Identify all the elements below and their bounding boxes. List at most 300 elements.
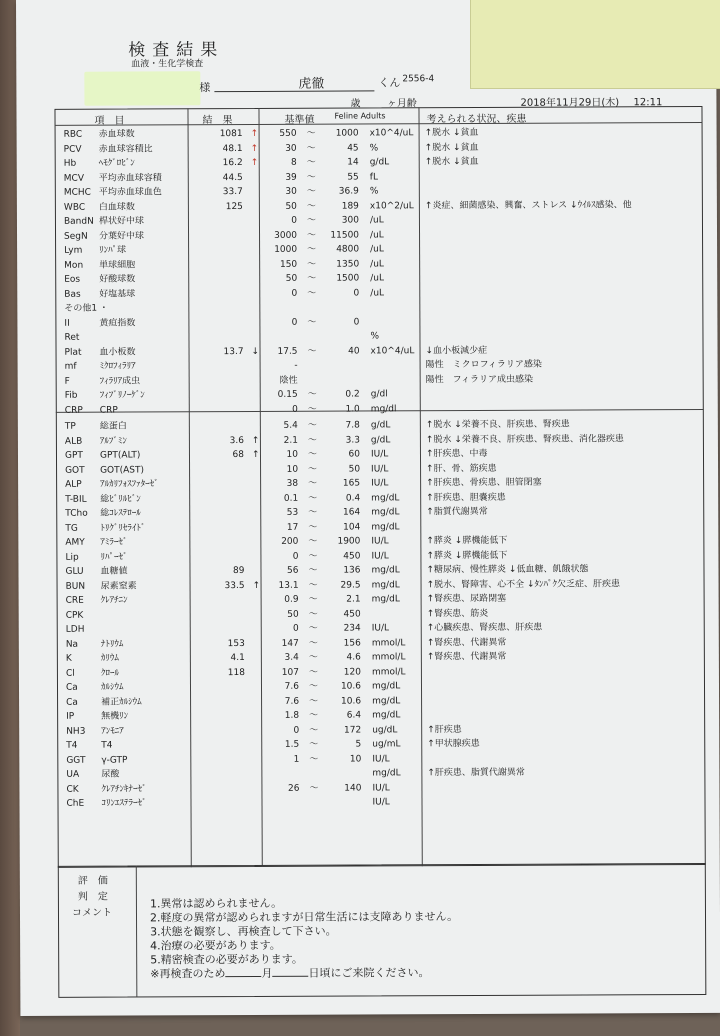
row-value: 125 (225, 201, 243, 212)
row-code: BandN (63, 216, 94, 227)
row-name: ｸﾚｱﾁﾆﾝ (100, 595, 128, 606)
row-note: 陽性 ミクロフィラリア感染 (425, 359, 542, 371)
row-code: AMY (65, 537, 85, 548)
row-high: 0.4 (345, 493, 361, 504)
row-low: 30 (285, 143, 297, 154)
row-low: 56 (287, 565, 299, 576)
row-code: UA (66, 769, 80, 780)
eval-option-5: 5.精密検査の必要があります。 (150, 952, 303, 967)
row-code: GOT (65, 465, 85, 476)
row-low: 50 (285, 201, 297, 212)
row-code: Ca (65, 682, 78, 693)
range-tilde: ～ (308, 580, 318, 591)
row-code: Lym (64, 245, 83, 256)
recheck-line (150, 966, 429, 980)
pet-suffix: くん (378, 76, 401, 90)
row-name: 単球細胞 (99, 259, 136, 271)
row-low: 17.5 (277, 346, 298, 357)
range-tilde: ～ (308, 507, 318, 518)
range-tilde: ～ (307, 404, 317, 415)
row-note: ↑脱水 ↓貧血 (424, 142, 479, 153)
row-value: 68 (232, 450, 245, 461)
row-high: 165 (342, 478, 361, 489)
row-high: 120 (343, 667, 361, 678)
row-high: 164 (343, 507, 361, 518)
row-high: 0 (353, 288, 360, 299)
row-name: 好塩基球 (99, 288, 136, 300)
row-name: ﾍﾓｸﾞﾛﾋﾞﾝ (98, 158, 135, 169)
row-name: 尿素窒素 (100, 580, 137, 592)
range-tilde: ～ (306, 157, 316, 168)
row-name: 尿酸 (101, 769, 120, 780)
row-name: ﾄﾘｸﾞﾘｾﾗｲﾄﾞ (100, 522, 146, 534)
row-note: ↑腎疾患、代謝異常 (426, 637, 507, 648)
range-tilde: ～ (307, 288, 317, 299)
range-tilde: ～ (308, 565, 318, 576)
row-name: ｱﾙｶﾘﾌｫｽﾌｧﾀｰｾﾞ (100, 479, 159, 490)
row-unit: mg/dl (370, 403, 397, 414)
row-name: ｸﾛｰﾙ (100, 668, 119, 679)
row-unit: mg/dL (371, 579, 400, 590)
row-low: 107 (281, 667, 299, 678)
row-high: 172 (343, 725, 362, 736)
row-code: Eos (64, 274, 81, 285)
recheck-suffix: にご来院ください。 (330, 966, 430, 980)
range-tilde: ～ (306, 172, 316, 183)
row-note: ↑炎症、細菌感染、興奮、ストレス ↓ｳｲﾙｽ感染、他 (424, 199, 632, 211)
range-tilde: ～ (306, 143, 316, 154)
range-tilde: ～ (308, 652, 318, 663)
row-code: ChE (66, 798, 85, 809)
row-low: - (294, 360, 298, 371)
row-low: 200 (281, 536, 299, 547)
row-unit: mg/dL (371, 565, 400, 576)
row-low: 50 (287, 609, 299, 620)
row-code: ALP (65, 479, 82, 490)
row-low: 17 (286, 522, 299, 533)
row-flag: ↑ (250, 128, 259, 139)
row-unit: IU/L (371, 623, 390, 634)
owner-honorific: 様 (199, 81, 211, 95)
row-code: TCho (65, 508, 88, 519)
row-high: 60 (348, 449, 361, 460)
row-low: 550 (279, 128, 297, 139)
range-tilde: ～ (308, 638, 318, 649)
range-tilde: ～ (307, 435, 317, 446)
row-value: 118 (227, 667, 245, 678)
row-high: 36.9 (338, 186, 359, 197)
row-name: ﾌｨﾌﾞﾘﾉｰｹﾞﾝ (99, 390, 145, 401)
row-note: ↑腎疾患、筋炎 (426, 608, 489, 619)
row-low: 8 (290, 157, 297, 168)
row-name: GPT(ALT) (99, 450, 141, 461)
row-note: ↑心臓疾患、腎疾患、肝疾患 (426, 622, 543, 634)
row-name: 黄疸指数 (99, 317, 136, 329)
row-note: ↑肝疾患、骨疾患、胆管閉塞 (426, 477, 542, 489)
range-tilde: ～ (308, 681, 319, 692)
row-code: CRE (65, 595, 84, 606)
row-code: Mon (64, 260, 84, 271)
row-high: 10 (349, 754, 362, 765)
sticky-note (470, 0, 720, 89)
row-high: 6.4 (346, 710, 362, 721)
row-low: 13.1 (278, 580, 299, 591)
row-note: ↑脱水、腎障害、心不全 ↓ﾀﾝﾊﾟｸ欠乏症、肝疾患 (426, 578, 621, 590)
row-high: 450 (343, 609, 361, 620)
row-high: 2.1 (346, 594, 361, 605)
row-code: Na (65, 639, 79, 650)
row-low: 0 (291, 317, 298, 328)
row-low: 1 (293, 754, 300, 765)
range-tilde: ～ (309, 710, 319, 721)
row-note: ↑肝疾患、脂質代謝異常 (427, 767, 525, 779)
row-name: 平均赤血球容積 (98, 172, 162, 184)
range-tilde: ～ (307, 389, 317, 400)
row-unit: g/dL (370, 420, 391, 431)
row-note: ↑腎疾患、尿路閉塞 (426, 593, 507, 605)
row-code: GGT (66, 755, 86, 766)
row-note: ↑脱水 ↓貧血 (424, 127, 479, 139)
row-low: 2.1 (283, 435, 298, 446)
row-name: 総蛋白 (99, 421, 127, 432)
row-unit: IU/L (371, 478, 389, 489)
row-low: 10 (286, 464, 299, 475)
row-name: 白血球数 (98, 201, 135, 213)
row-low: 陰性 (279, 375, 298, 386)
row-name: 分葉好中球 (99, 230, 145, 242)
row-code: T4 (66, 740, 78, 751)
row-note: ↑糖尿病、慢性膵炎 ↓低血糖、飢餓状態 (426, 564, 589, 576)
row-code: Ret (64, 332, 80, 343)
row-low: 0 (291, 215, 297, 226)
row-name: CRP (99, 405, 118, 416)
recheck-day: 日頃 (308, 966, 331, 980)
row-flag: ↑ (251, 435, 260, 446)
row-low: 39 (285, 172, 297, 183)
row-low: 150 (279, 259, 298, 270)
row-high: 140 (344, 783, 362, 794)
row-high: 1350 (336, 259, 360, 270)
row-code: MCHC (63, 187, 91, 198)
row-code: Fib (64, 390, 78, 401)
row-low: 1.5 (284, 739, 300, 750)
row-flag: ↓ (251, 346, 260, 357)
row-code: LDH (65, 624, 85, 635)
range-tilde: ～ (307, 346, 317, 357)
row-unit: IU/L (371, 463, 389, 474)
row-high: 29.5 (340, 580, 361, 591)
eval-option-3: 3.状態を観察し、再検査して下さい。 (150, 924, 337, 939)
row-unit: g/dl (370, 389, 388, 400)
row-code: IP (66, 711, 75, 722)
row-flag: ↑ (250, 143, 259, 154)
row-high: 1900 (337, 536, 361, 547)
row-high: 156 (343, 638, 361, 649)
row-high: 40 (348, 346, 360, 357)
row-low: 0 (293, 725, 300, 736)
row-low: 10 (286, 449, 299, 460)
row-unit: IU/L (372, 782, 390, 793)
row-name: ﾘﾝﾊﾟ球 (99, 245, 127, 256)
row-high: 11500 (330, 230, 360, 241)
row-low: 0.9 (284, 594, 299, 605)
row-name: 血糖値 (100, 566, 128, 577)
row-unit: IU/L (372, 797, 390, 808)
row-note: ↑肝、骨、筋疾患 (426, 463, 497, 474)
row-name: ｶﾙｼｳﾑ (100, 682, 124, 693)
row-code: Bas (64, 289, 81, 300)
range-tilde: ～ (308, 609, 318, 620)
row-high: 10.6 (340, 696, 362, 707)
row-unit: fL (369, 171, 378, 182)
range-tilde: ～ (307, 449, 318, 460)
row-unit: ug/dL (372, 724, 398, 735)
range-tilde: ～ (307, 317, 317, 328)
age-years: 歳 (350, 98, 361, 110)
row-name: ｶﾘｳﾑ (100, 653, 119, 664)
row-low: 0 (291, 288, 298, 299)
row-value: 4.1 (230, 653, 245, 664)
col-header-result: 結 果 (202, 115, 233, 127)
row-code: Lip (65, 552, 79, 563)
row-code: T-BIL (65, 494, 87, 505)
row-code: TP (64, 421, 76, 432)
row-value: 89 (233, 566, 245, 577)
row-name: 総ﾋﾞﾘﾙﾋﾞﾝ (100, 493, 141, 505)
row-name: ﾌｨﾗﾘｱ成虫 (99, 375, 141, 387)
row-unit: ug/mL (372, 739, 401, 750)
range-tilde: ～ (307, 420, 317, 431)
row-value: 33.7 (222, 187, 243, 198)
name-underline (214, 90, 374, 92)
row-code: CPK (65, 610, 84, 621)
row-high: 0.2 (345, 389, 360, 400)
row-code: NH3 (66, 726, 86, 737)
row-code: mf (64, 361, 77, 372)
eval-label-2: 判 定 (77, 891, 108, 903)
range-tilde: ～ (308, 551, 318, 562)
row-note: ↑肝疾患、胆嚢疾患 (426, 492, 506, 503)
row-name: 桿状好中球 (98, 216, 145, 227)
range-tilde: ～ (306, 128, 316, 139)
row-note: ↑脱水 ↓貧血 (424, 156, 479, 168)
pet-name: 虎徹 (298, 76, 325, 92)
row-unit: mg/dL (372, 695, 401, 706)
report-subtitle: 血液・生化学検査 (131, 59, 204, 70)
row-high: 5 (355, 739, 362, 750)
row-unit: /uL (370, 287, 385, 298)
row-high: 0 (353, 317, 360, 328)
row-note: ↑脂質代謝異常 (426, 506, 488, 518)
row-low: 0 (292, 623, 299, 634)
row-note: ↑膵炎 ↓膵機能低下 (426, 550, 508, 561)
row-name: 血小板数 (99, 346, 136, 358)
row-name: ｱﾐﾗｰｾﾞ (100, 537, 128, 548)
col-header-species: Feline Adults (334, 111, 386, 121)
eval-label-3: コメント (71, 907, 113, 919)
row-low: 30 (285, 186, 297, 197)
row-high: 1500 (336, 273, 360, 284)
row-note: ↑肝疾患 (427, 724, 462, 735)
eval-label-1: 評 価 (77, 875, 108, 887)
row-value: 44.5 (222, 172, 243, 183)
row-high: 136 (343, 565, 361, 576)
row-unit: % (369, 186, 379, 197)
row-name: 赤血球容積比 (98, 143, 153, 155)
row-high: 55 (347, 172, 359, 183)
row-low: 7.6 (284, 696, 300, 707)
row-name: ﾐｸﾛﾌｨﾗﾘｱ (99, 361, 136, 372)
row-low: 26 (287, 783, 300, 794)
row-unit: mg/dL (371, 521, 400, 532)
row-unit: mmol/L (371, 652, 406, 663)
row-flag: ↑ (252, 580, 261, 591)
row-unit: x10^2/uL (369, 200, 414, 211)
eval-option-2: 2.軽度の異常が認められますが日常生活には支障ありません。 (149, 910, 459, 925)
row-name: 好酸球数 (99, 274, 136, 285)
eval-option-4: 4.治療の必要があります。 (150, 938, 281, 953)
row-name: 総ｺﾚｽﾃﾛｰﾙ (100, 508, 141, 519)
row-note: ↓血小板減少症 (425, 345, 488, 356)
row-low: 50 (285, 273, 298, 284)
row-unit: /uL (370, 273, 385, 284)
row-name: ｺﾘﾝｴｽﾃﾗｰｾﾞ (101, 798, 147, 809)
row-low: 0.15 (277, 389, 298, 400)
row-high: 3.3 (345, 435, 360, 446)
range-tilde: ～ (307, 230, 317, 241)
row-unit: % (370, 331, 380, 342)
row-note: ↑腎疾患、代謝異常 (426, 651, 507, 663)
row-value: 13.7 (223, 346, 244, 357)
row-code: TG (65, 523, 78, 534)
row-low: 1000 (274, 244, 298, 255)
row-low: 5.4 (283, 420, 298, 431)
row-high: 50 (348, 464, 361, 475)
row-name: GOT(AST) (100, 464, 145, 476)
row-unit: mmol/L (371, 637, 406, 648)
range-tilde: ～ (308, 594, 318, 605)
age-months: ヶ月齢 (386, 98, 417, 110)
range-tilde: ～ (307, 259, 317, 270)
row-unit: mg/dL (371, 594, 400, 605)
col-header-reference: 基準値 (284, 114, 315, 126)
row-high: 10.6 (340, 681, 362, 692)
row-low: 147 (281, 638, 299, 649)
row-code: GPT (64, 450, 83, 461)
lab-report-sheet (16, 0, 720, 1016)
row-unit: mg/dL (372, 768, 401, 779)
row-code: その他1 (64, 303, 98, 314)
range-tilde: ～ (309, 725, 319, 736)
row-name: 赤血球数 (98, 129, 135, 140)
range-tilde: ～ (308, 667, 318, 678)
row-code: Ca (66, 697, 78, 708)
eval-option-1: 1.異常は認められません。 (149, 896, 283, 911)
row-note: 陽性 フィラリア成虫感染 (425, 374, 533, 385)
row-name: 補正ｶﾙｼｳﾑ (101, 696, 142, 708)
col-header-conditions: 考えられる状況、疾患 (426, 113, 527, 126)
row-unit: /uL (369, 215, 384, 226)
row-name: ｱﾙﾌﾞﾐﾝ (99, 436, 127, 447)
redacted-owner-name (84, 71, 200, 106)
report-date: 2018年11月29日(木) (520, 97, 620, 109)
row-code: Hb (63, 158, 77, 169)
row-high: 300 (341, 215, 359, 226)
range-tilde: ～ (308, 478, 318, 489)
row-high: 189 (341, 201, 359, 212)
range-tilde: ～ (306, 186, 316, 197)
row-name: 平均赤血球血色 (98, 187, 162, 198)
row-high: 14 (347, 157, 359, 168)
row-value: 1081 (219, 129, 243, 140)
row-unit: mg/dL (371, 507, 400, 518)
report-time: 12:11 (633, 97, 663, 109)
row-high: 1.0 (345, 404, 360, 415)
row-low: 7.6 (284, 681, 300, 692)
row-code: II (64, 318, 70, 329)
row-code: ALB (64, 436, 83, 447)
row-high: 4800 (336, 244, 360, 255)
row-high: 104 (343, 522, 361, 533)
row-low: 3.4 (284, 652, 299, 663)
range-tilde: ～ (307, 273, 317, 284)
row-flag: ↑ (250, 157, 259, 168)
row-code: BUN (65, 581, 86, 592)
row-name: ﾘﾊﾟｰｾﾞ (100, 552, 128, 563)
row-code: CRP (64, 405, 83, 416)
range-tilde: ～ (308, 536, 318, 547)
row-low: 1.8 (284, 710, 300, 721)
row-unit: mmol/L (371, 666, 406, 677)
row-name: γ-GTP (101, 755, 128, 766)
row-code: GLU (65, 566, 84, 577)
row-unit: IU/L (370, 449, 389, 460)
row-code: SegN (64, 231, 88, 242)
row-name: ｱﾝﾓﾆｱ (101, 726, 124, 737)
row-unit: x10^4/uL (369, 128, 414, 139)
row-unit: /uL (370, 244, 384, 255)
row-low: 0 (292, 404, 298, 415)
range-tilde: ～ (306, 215, 317, 226)
row-high: 450 (343, 551, 361, 562)
range-tilde: ～ (308, 493, 318, 504)
row-high: 1000 (335, 128, 359, 139)
row-high: 45 (347, 143, 359, 154)
row-value: 153 (227, 638, 245, 649)
row-unit: g/dL (370, 434, 391, 445)
row-high: 234 (343, 623, 361, 634)
row-code: K (65, 653, 72, 664)
row-unit: IU/L (372, 753, 390, 764)
row-code: RBC (63, 129, 83, 140)
row-unit: mg/dL (371, 681, 401, 692)
row-code: Cl (65, 668, 75, 679)
report-title: 検査結果 (128, 40, 225, 61)
row-high: 4.6 (346, 652, 361, 663)
row-note: ↑甲状腺疾患 (427, 738, 480, 750)
range-tilde: ～ (309, 739, 319, 750)
row-unit: /uL (370, 258, 384, 269)
range-tilde: ～ (308, 623, 318, 634)
row-note: ↑肝疾患、中毒 (425, 448, 488, 460)
row-code: F (64, 376, 70, 387)
row-note: ↑脱水 ↓栄養不良、肝疾患、腎疾患 (425, 419, 570, 431)
range-tilde: ～ (309, 754, 319, 765)
col-header-item: 項 目 (94, 115, 125, 127)
row-unit: mg/dL (371, 492, 400, 503)
row-code: Plat (64, 347, 82, 358)
range-tilde: ～ (308, 464, 318, 475)
